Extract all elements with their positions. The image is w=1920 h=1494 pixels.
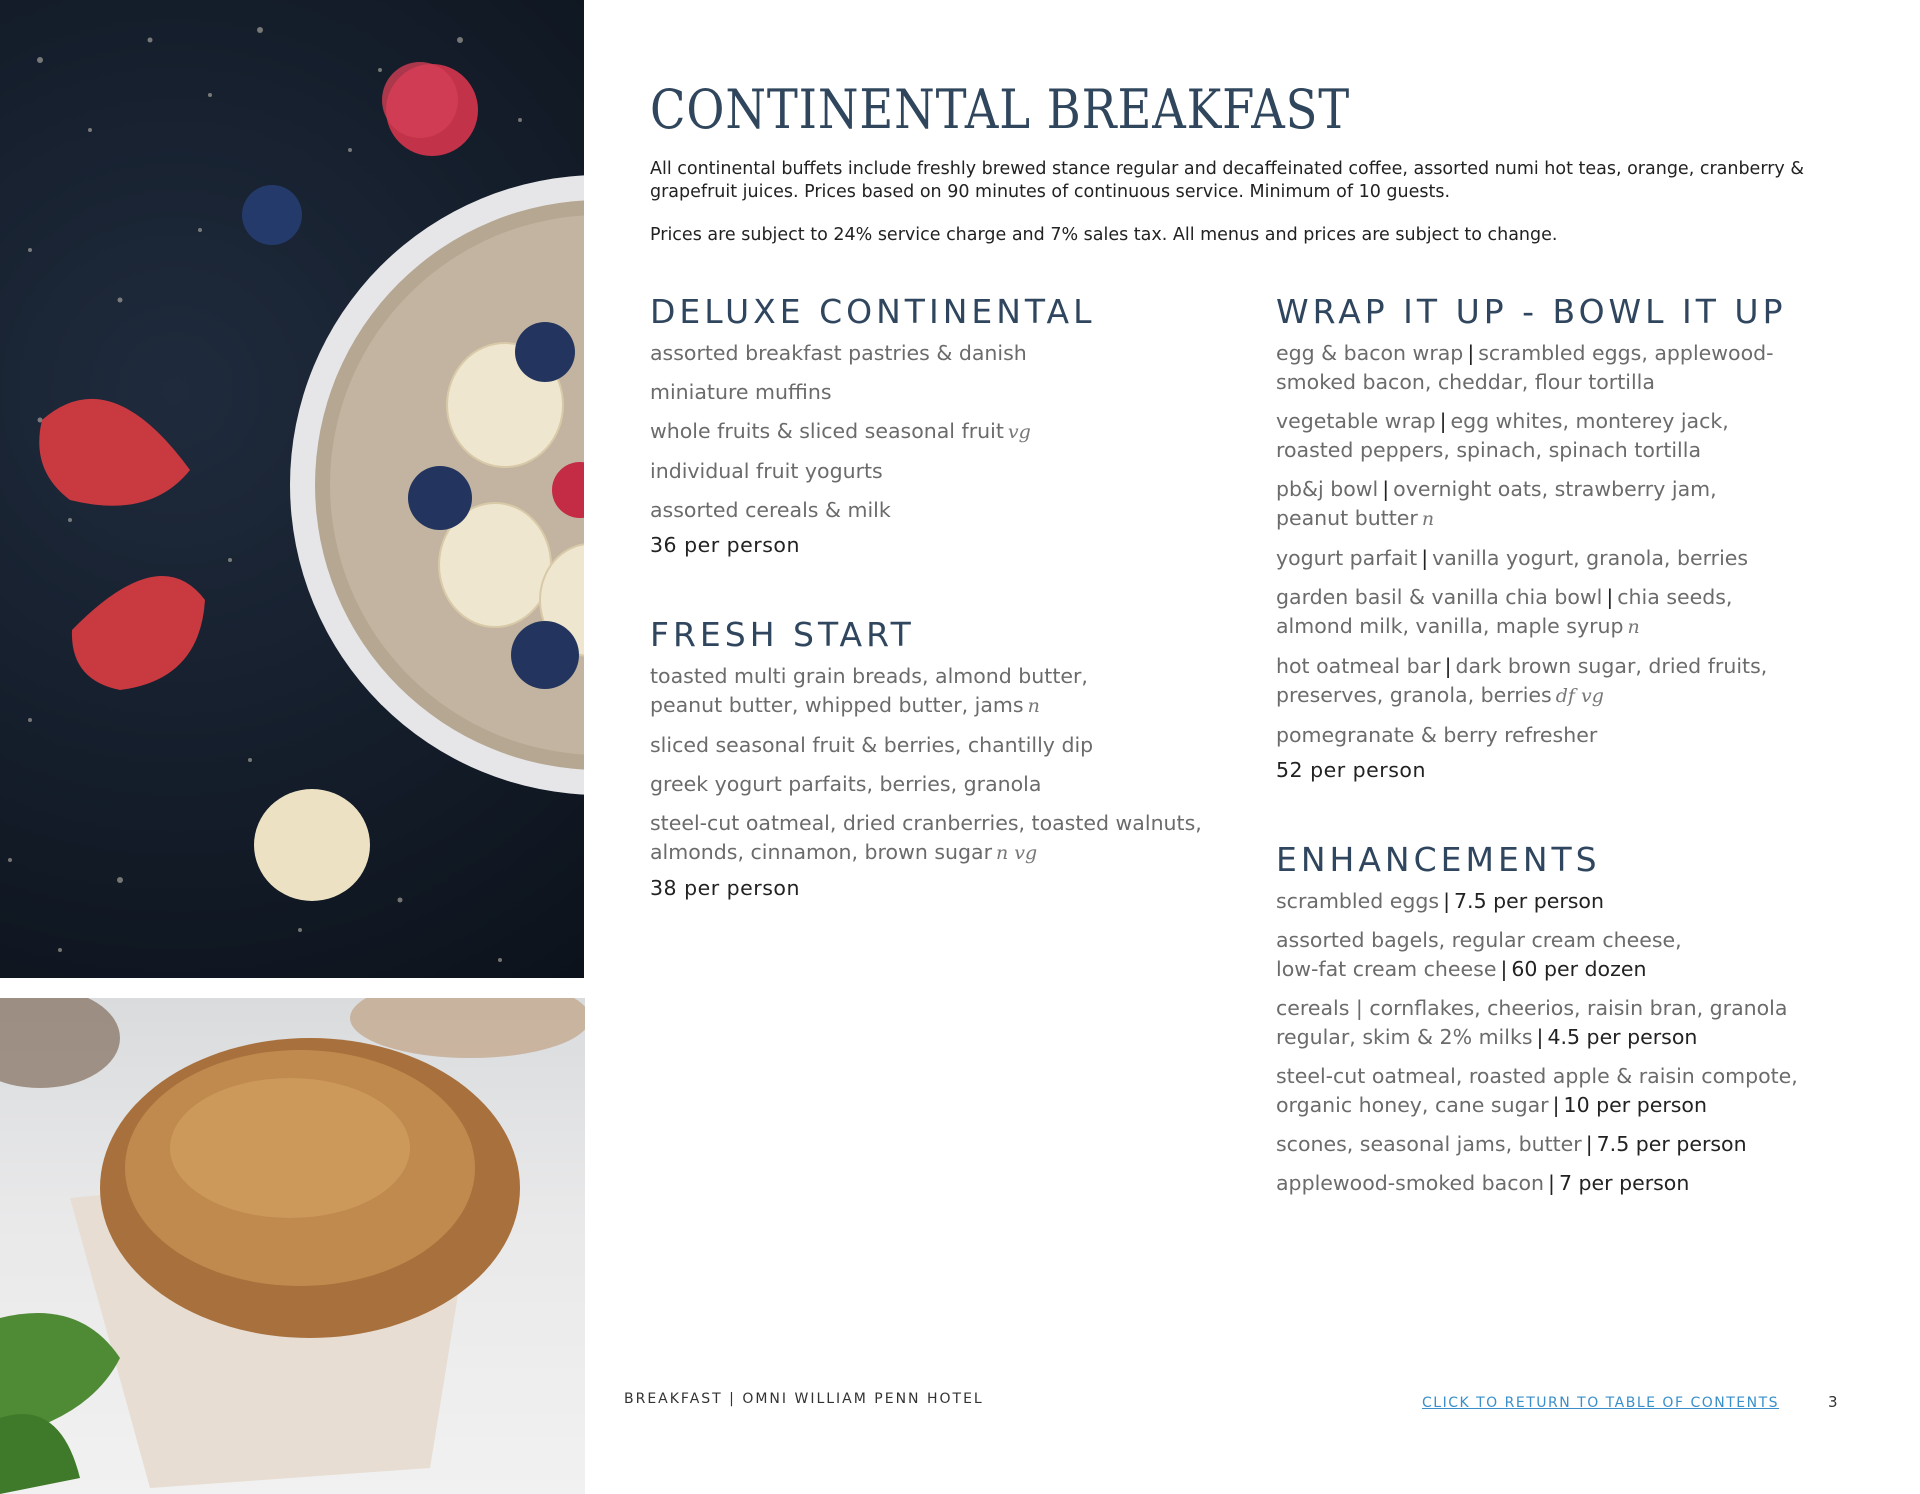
- page-number: 3: [1828, 1393, 1838, 1411]
- section-price: 36 per person: [650, 533, 800, 557]
- enhancement-item: steel-cut oatmeal, roasted apple & raisin compote, organic honey, cane sugar | 10 per person: [1276, 1064, 1798, 1117]
- oatmeal-bowl-photo: [0, 0, 584, 978]
- dietary-tag: n: [1027, 695, 1040, 717]
- menu-item: toasted multi grain breads, almond butter, peanut butter, whipped butter, jams n: [650, 664, 1088, 717]
- enhancement-item: scrambled eggs | 7.5 per person: [1276, 889, 1604, 913]
- wrap-bowl-section: [1276, 292, 1866, 782]
- intro-description: All continental buffets include freshly brewed stance regular and decaffeinated coffee, assorted numi hot teas, orange, cranberry & grapefruit juices. Prices based on 90 minutes of continuous service. Minimum of 10 guests.: [650, 159, 1804, 202]
- menu-item: greek yogurt parfaits, berries, granola: [650, 772, 1042, 796]
- section-title: WRAP IT UP - BOWL IT UP: [1276, 292, 1787, 331]
- enhancement-item: applewood-smoked bacon | 7 per person: [1276, 1171, 1690, 1195]
- menu-item: pb&j bowl | overnight oats, strawberry jam, peanut butter n: [1276, 477, 1717, 530]
- menu-item: assorted breakfast pastries & danish: [650, 341, 1027, 365]
- enhancement-item: cereals | cornflakes, cheerios, raisin bran, granola regular, skim & 2% milks | 4.5 per person: [1276, 996, 1788, 1049]
- right-menu-column: [1276, 292, 1866, 1256]
- menu-item: garden basil & vanilla chia bowl | chia seeds, almond milk, vanilla, maple syrup n: [1276, 585, 1733, 638]
- dietary-tag: n vg: [996, 842, 1038, 864]
- menu-item: sliced seasonal fruit & berries, chantilly dip: [650, 733, 1094, 757]
- menu-item: egg & bacon wrap | scrambled eggs, applewood-smoked bacon, cheddar, flour tortilla: [1276, 341, 1774, 394]
- dietary-tag: vg: [1007, 421, 1031, 443]
- page-title: CONTINENTAL BREAKFAST: [650, 78, 1351, 141]
- enhancements-section: [1276, 840, 1866, 1198]
- menu-item: hot oatmeal bar | dark brown sugar, dried fruits, preserves, granola, berries df vg: [1276, 654, 1768, 707]
- enhancement-item: assorted bagels, regular cream cheese, low-fat cream cheese | 60 per dozen: [1276, 928, 1682, 981]
- section-title: DELUXE CONTINENTAL: [650, 292, 1096, 331]
- menu-item: whole fruits & sliced seasonal fruit vg: [650, 419, 1031, 443]
- table-of-contents-link[interactable]: CLICK TO RETURN TO TABLE OF CONTENTS: [1422, 1395, 1780, 1411]
- menu-item: pomegranate & berry refresher: [1276, 723, 1598, 747]
- dietary-tag: df vg: [1555, 685, 1604, 707]
- footer-caption: BREAKFAST | OMNI WILLIAM PENN HOTEL: [624, 1391, 984, 1407]
- dietary-tag: n: [1421, 508, 1435, 530]
- menu-item: steel-cut oatmeal, dried cranberries, toasted walnuts, almonds, cinnamon, brown sugar n vg: [650, 811, 1202, 864]
- deluxe-continental-section: [650, 292, 1240, 557]
- menu-item: vegetable wrap | egg whites, monterey jack, roasted peppers, spinach, spinach tortilla: [1276, 409, 1729, 462]
- fresh-start-section: [650, 615, 1240, 900]
- menu-item: individual fruit yogurts: [650, 459, 883, 483]
- pricing-note: Prices are subject to 24% service charge and 7% sales tax. All menus and prices are subject to change.: [650, 225, 1558, 245]
- dietary-tag: n: [1627, 616, 1640, 638]
- menu-item: miniature muffins: [650, 380, 832, 404]
- section-title: ENHANCEMENTS: [1276, 840, 1601, 879]
- menu-item: assorted cereals & milk: [650, 498, 891, 522]
- menu-item: yogurt parfait | vanilla yogurt, granola, berries: [1276, 546, 1749, 570]
- enhancement-item: scones, seasonal jams, butter | 7.5 per person: [1276, 1132, 1747, 1156]
- section-title: FRESH START: [650, 615, 915, 654]
- intro-text: [650, 158, 1840, 267]
- section-price: 38 per person: [650, 876, 800, 900]
- section-price: 52 per person: [1276, 758, 1426, 782]
- left-menu-column: [650, 292, 1240, 958]
- muffin-photo: [0, 998, 585, 1494]
